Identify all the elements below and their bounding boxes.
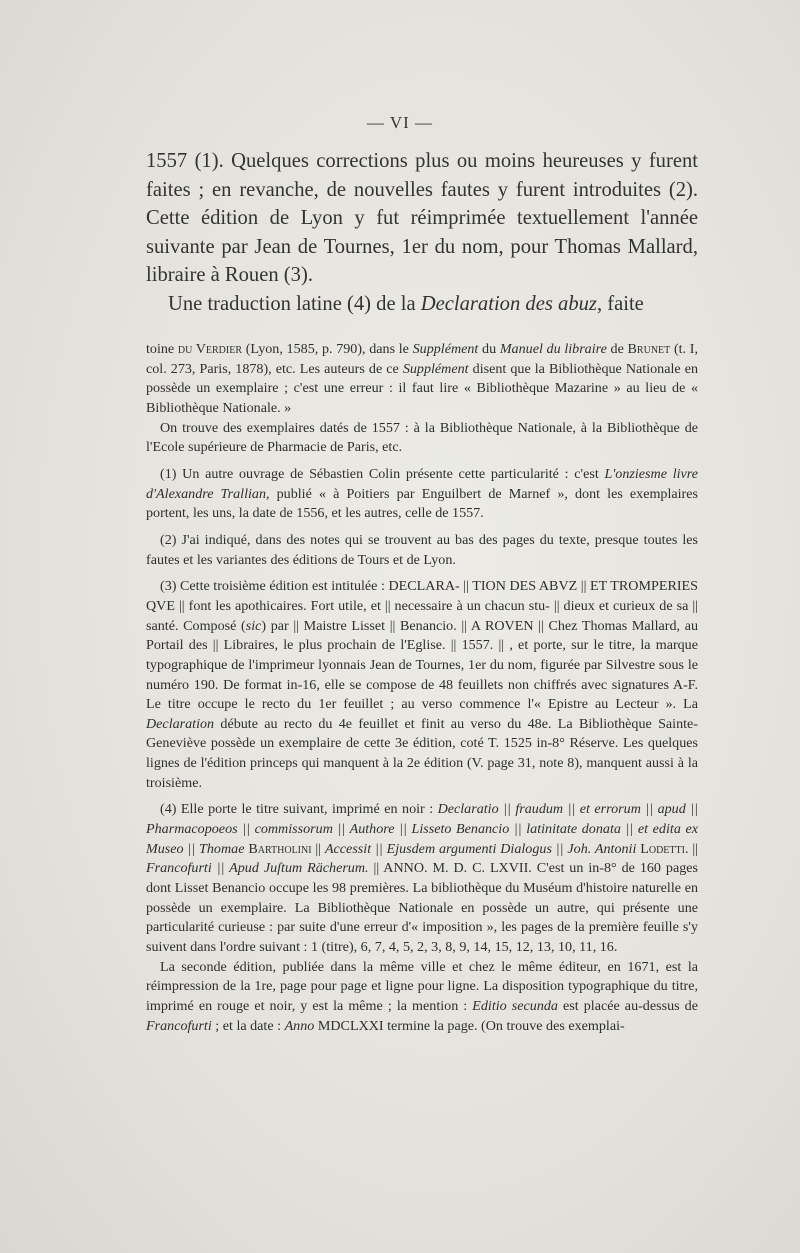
- text-run: (4) Elle porte le titre suivant, imprimé en noir :: [160, 801, 438, 818]
- text-run: disent que la Bibliothèque Nationale en possède un exemplaire ; c'est une erreur : il faut lire « Bibliothèque Mazarine » au lieu de « Bibliothèque Nationale. »: [146, 360, 698, 416]
- main-text: [146, 147, 698, 319]
- italic-title: L'onziesme livre d'Alexandre Trallian,: [146, 465, 698, 502]
- text-run: de: [606, 341, 628, 357]
- italic-title: Francofurti || Apud Juſtum Rächerum.: [146, 860, 369, 877]
- main-paragraph: 1557 (1). Quelques corrections plus ou moins heureuses y furent faites ; en revanche, de nouvelles fautes y furent introduites (2). Cette édition de Lyon y fut réimprimée textuellement l'année suivante par Jean de Tournes, 1er du nom, pour Thomas Mallard, libraire à Rouen (3).: [146, 150, 698, 287]
- italic-title: Manuel du libraire: [499, 341, 607, 357]
- text-run: Une traduction latine (4) de la: [168, 292, 421, 315]
- footnote-3: [146, 577, 698, 793]
- text-run: . ||: [684, 840, 698, 857]
- author-name: Lodetti: [636, 840, 685, 857]
- text-run: (1) Un autre ouvrage de Sébastien Colin présente cette particularité : c'est: [160, 465, 605, 482]
- italic-title: Accessit || Ejusdem argumenti Dialogus || Joh. Antonii: [324, 840, 637, 857]
- text-run: (t. I, col. 273, Paris, 1878), etc. Les auteurs de ce: [146, 341, 698, 377]
- footnote-continued: [146, 340, 698, 419]
- text-run: La seconde édition, publiée dans la même ville et chez le même éditeur, en 1671, est la réimpression de la 1re, page pour page et ligne pour ligne. La disposition typographique du titre, imprimé en rouge et noir, y est la même ; la mention :: [146, 958, 698, 1014]
- author-name: Brunet: [627, 341, 671, 357]
- text-run: est placée au-dessus de: [557, 998, 698, 1014]
- text-run: (Lyon, 1585, p. 790), dans le: [242, 341, 413, 357]
- text-run: ; et la date :: [211, 1017, 285, 1034]
- text-run: du: [478, 341, 500, 357]
- text-run: toine: [146, 341, 178, 357]
- italic-phrase: Francofurti: [146, 1017, 212, 1034]
- italic-title: Declaratio || fraudum || et errorum || apud || Pharmacopoeos || commissorum || Authore || Lisseto Benancio || latinitate donata || et edita ex Museo || Thomae: [146, 801, 698, 857]
- author-name: Bartholini: [244, 840, 312, 857]
- main-paragraph: [146, 290, 698, 319]
- footnote-paragraph: On trouve des exemplaires datés de 1557 : à la Bibliothèque Nationale, à la Bibliothèque de l'Ecole supérieure de Pharmacie de Paris, etc.: [146, 419, 698, 456]
- footnote-2: (2) J'ai indiqué, dans des notes qui se trouvent au bas des pages du texte, presque toutes les fautes et les variantes des éditions de Tours et de Lyon.: [146, 531, 698, 568]
- italic-phrase: Anno: [284, 1017, 315, 1034]
- footnotes: [146, 340, 698, 1036]
- italic-title: Supplément: [402, 360, 469, 377]
- text-run: ||: [311, 840, 325, 857]
- italic-word: sic: [245, 617, 262, 634]
- footnote-4: [146, 800, 698, 957]
- text-run: (3) Cette troisième édition est intitulée : DECLARA- || TION DES ABVZ || ET TROMPERIES QVE || font les apothicaires. Fort utile, et || necessaire à un chacun stu- || dieux et curieux de sa || santé. Composé (: [146, 578, 698, 634]
- footnote-1: [146, 465, 698, 524]
- italic-title: Supplément: [412, 341, 479, 357]
- italic-phrase: Editio secunda: [472, 998, 558, 1014]
- author-name: du Verdier: [177, 341, 243, 357]
- text-run: débute au recto du 4e feuillet et finit au verso du 48e. La Bibliothèque Sainte-Geneviève possède un exemplaire de cette 3e édition, coté T. 1525 in-8° Réserve. Les quelques lignes de l'édition princeps qui manquent à la 2e édition (V. page 31, note 8), manquent aussi à la troisième.: [146, 715, 698, 791]
- text-run: ) par || Maistre Lisset || Benancio. || A ROVEN || Chez Thomas Mallard, au Portail des || Libraires, le plus prochain de l'Eglise. || 1557. || , et porte, sur le titre, la marque typographique de l'imprimeur lyonnais Jean de Tournes, 1er du nom, figurée par Silvestre sous le numéro 190. De format in-16, elle se compose de 48 feuillets non chiffrés avec signatures A-F. Le titre occupe le recto du 1er feuillet ; au verso commence l'« Epistre au Lecteur ». La: [146, 617, 698, 713]
- text-run: , faite: [596, 292, 644, 315]
- italic-title: Declaration: [146, 715, 215, 732]
- text-run: publié « à Poitiers par Enguilbert de Marnef », dont les exemplaires portent, les uns, la date de 1556, et les autres, celle de 1557.: [146, 485, 698, 522]
- page-number: — VI —: [366, 113, 434, 132]
- italic-title: Declaration des abuz: [420, 292, 597, 315]
- text-run: || ANNO. M. D. C. LXVII. C'est un in-8° de 160 pages dont Lisset Benancio occupe les 98 premières. La bibliothèque du Muséum d'histoire naturelle en possède un exemplaire. La Bibliothèque Nationale en possède un autre, qui présente une particularité curieuse : par suite d'une erreur d'« imposition », les pages de la première feuille s'y suivent dans l'ordre suivant : 1 (titre), 6, 7, 4, 5, 2, 3, 8, 9, 14, 15, 12, 13, 10, 11, 16.: [146, 860, 698, 956]
- footnote-paragraph: [146, 958, 698, 1037]
- text-run: MDCLXXI termine la page. (On trouve des exemplai-: [314, 1017, 625, 1034]
